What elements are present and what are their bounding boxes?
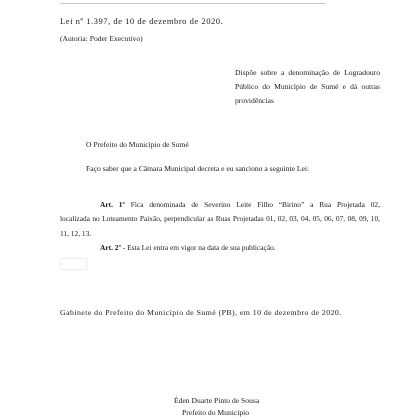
enactment-line: Faço saber que a Câmara Municipal decreta e eu sanciono a seguinte Lei: [86, 164, 310, 173]
article-1-text-rest: localizada no Loteamento Paixão, perpendicular as Ruas Projetadas 01, 02, 03, 04, 05, 06, 07, 08, 09, 10, 11, 12, 13. [60, 214, 380, 238]
signature-name: Éden Duarte Pinto de Sousa [174, 396, 260, 405]
header-rule [60, 3, 326, 4]
article-2-label: Art. 2º [100, 243, 121, 252]
redaction-box [60, 258, 87, 270]
intro-line: O Prefeito do Município de Sumé [86, 140, 189, 149]
article-1-text-line1: Fica denominada de Severino Leite Filho “Birino” a Rua Projetada 02, [124, 200, 380, 209]
law-authorship: (Autoria: Poder Executivo) [60, 34, 143, 43]
law-ementa: Dispõe sobre a denominação de Logradouro Público do Município de Sumé e dá outras providências [235, 68, 380, 105]
article-2 [100, 243, 276, 252]
closing-place-date: Gabinete do Prefeito do Município de Sumé (PB), em 10 de dezembro de 2020. [60, 308, 342, 317]
article-2-text: - Esta Lei entra em vigor na data de sua publicação. [120, 243, 276, 252]
law-title: Lei nº 1.397, de 10 de dezembro de 2020. [60, 16, 224, 26]
article-1 [60, 198, 380, 241]
article-1-label: Art. 1º [100, 200, 125, 209]
signature-role: Prefeito do Município [182, 408, 250, 417]
article-1-first-line [60, 198, 380, 212]
